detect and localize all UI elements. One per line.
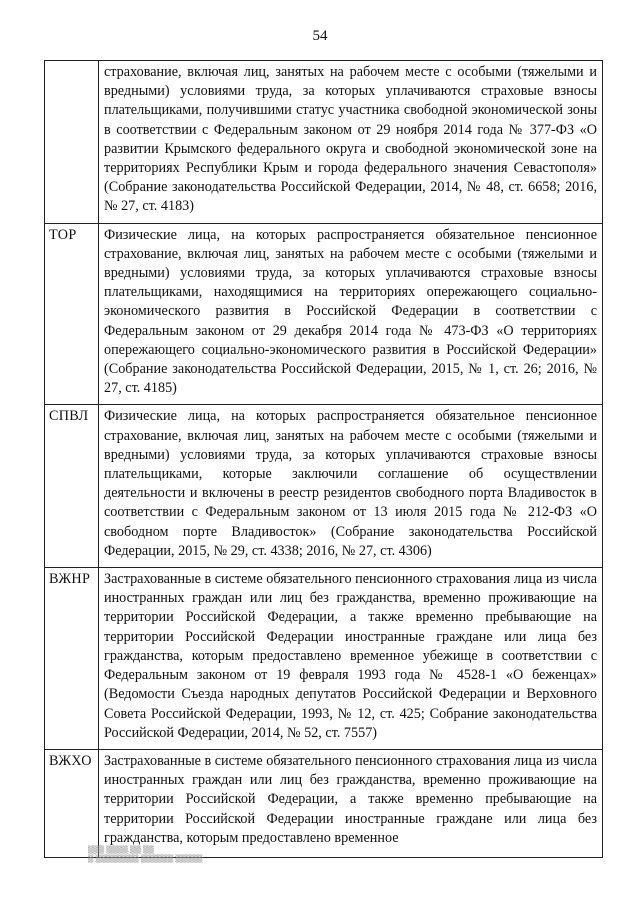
table-row	[45, 61, 603, 224]
description-cell: страхование, включая лиц, занятых на рабочем месте с особыми (тяжелыми и вредными) условиями труда, за которых уплачиваются страховые взносы плательщиками, получившими статус участника свободной экономической зоны в соответствии с Федеральным законом от 29 ноября 2014 года № 377-ФЗ «О развитии Крымского федерального округа и свободной экономической зоне на территориях Республики Крым и города федерального значения Севастополя» (Собрание законодательства Российской Федерации, 2014, № 48, ст. 6658; 2016, № 27, ст. 4183)	[99, 61, 603, 224]
table-row	[45, 223, 603, 405]
table-row	[45, 405, 603, 568]
codes-table	[44, 60, 603, 858]
code-cell: СПВЛ	[45, 405, 99, 568]
table-row	[45, 749, 603, 857]
page-number: 54	[312, 28, 328, 44]
code-cell: ВЖХО	[45, 749, 99, 857]
code-cell: ВЖНР	[45, 568, 99, 750]
description-cell: Застрахованные в системе обязательного пенсионного страхования лица из числа иностранных граждан или лиц без гражданства, временно проживающие на территории Российской Федерации, а также временно пребывающие на территории Российской Федерации иностранные граждане или лица без гражданства, которым предоставлено временное убежище в соответствии с Федеральным законом от 19 февраля 1993 года № 4528-1 «О беженцах» (Ведомости Съезда народных депутатов Российской Федерации и Верховного Совета Российской Федерации, 1993, № 12, ст. 425; Собрание законодательства Российской Федерации, 2014, № 52, ст. 7557)	[99, 568, 603, 750]
description-cell: Физические лица, на которых распространяется обязательное пенсионное страхование, включая лиц, занятых на рабочем месте с особыми (тяжелыми и вредными) условиями труда, за которых уплачиваются страховые взносы плательщиками, которые заключили соглашение об осуществлении деятельности и включены в реестр резидентов свободного порта Владивосток в соответствии с Федеральным законом от 13 июля 2015 года № 212-ФЗ «О свободном порте Владивосток» (Собрание законодательства Российской Федерации, 2015, № 29, ст. 4338; 2016, № 27, ст. 4306)	[99, 405, 603, 568]
description-cell: Физические лица, на которых распространяется обязательное пенсионное страхование, включая лиц, занятых на рабочем месте с особыми (тяжелыми и вредными) условиями труда, за которых уплачиваются страховые взносы плательщиками, находящимися на территориях опережающего социально-экономического развития в Российской Федерации в соответствии с Федеральным законом от 29 декабря 2014 года № 473-ФЗ «О территориях опережающего социально-экономического развития в Российской Федерации» (Собрание законодательства Российской Федерации, 2015, № 1, ст. 26; 2016, № 27, ст. 4185)	[99, 223, 603, 405]
document-stamp-watermark: ▒▒▒ ▒▒▒▒.▒▒ ▒▒ ▒ ▒▒▒▒▒▒▒▒ ▒▒▒▒▒▒ ▒▒▒▒▒	[88, 846, 203, 863]
code-cell: ТОР	[45, 223, 99, 405]
table-row	[45, 568, 603, 750]
description-cell: Застрахованные в системе обязательного пенсионного страхования лица из числа иностранных граждан или лиц без гражданства, временно проживающие на территории Российской Федерации, а также временно пребывающие на территории Российской Федерации иностранные граждане или лица без гражданства, которым предоставлено временное	[99, 749, 603, 857]
code-cell	[45, 61, 99, 224]
